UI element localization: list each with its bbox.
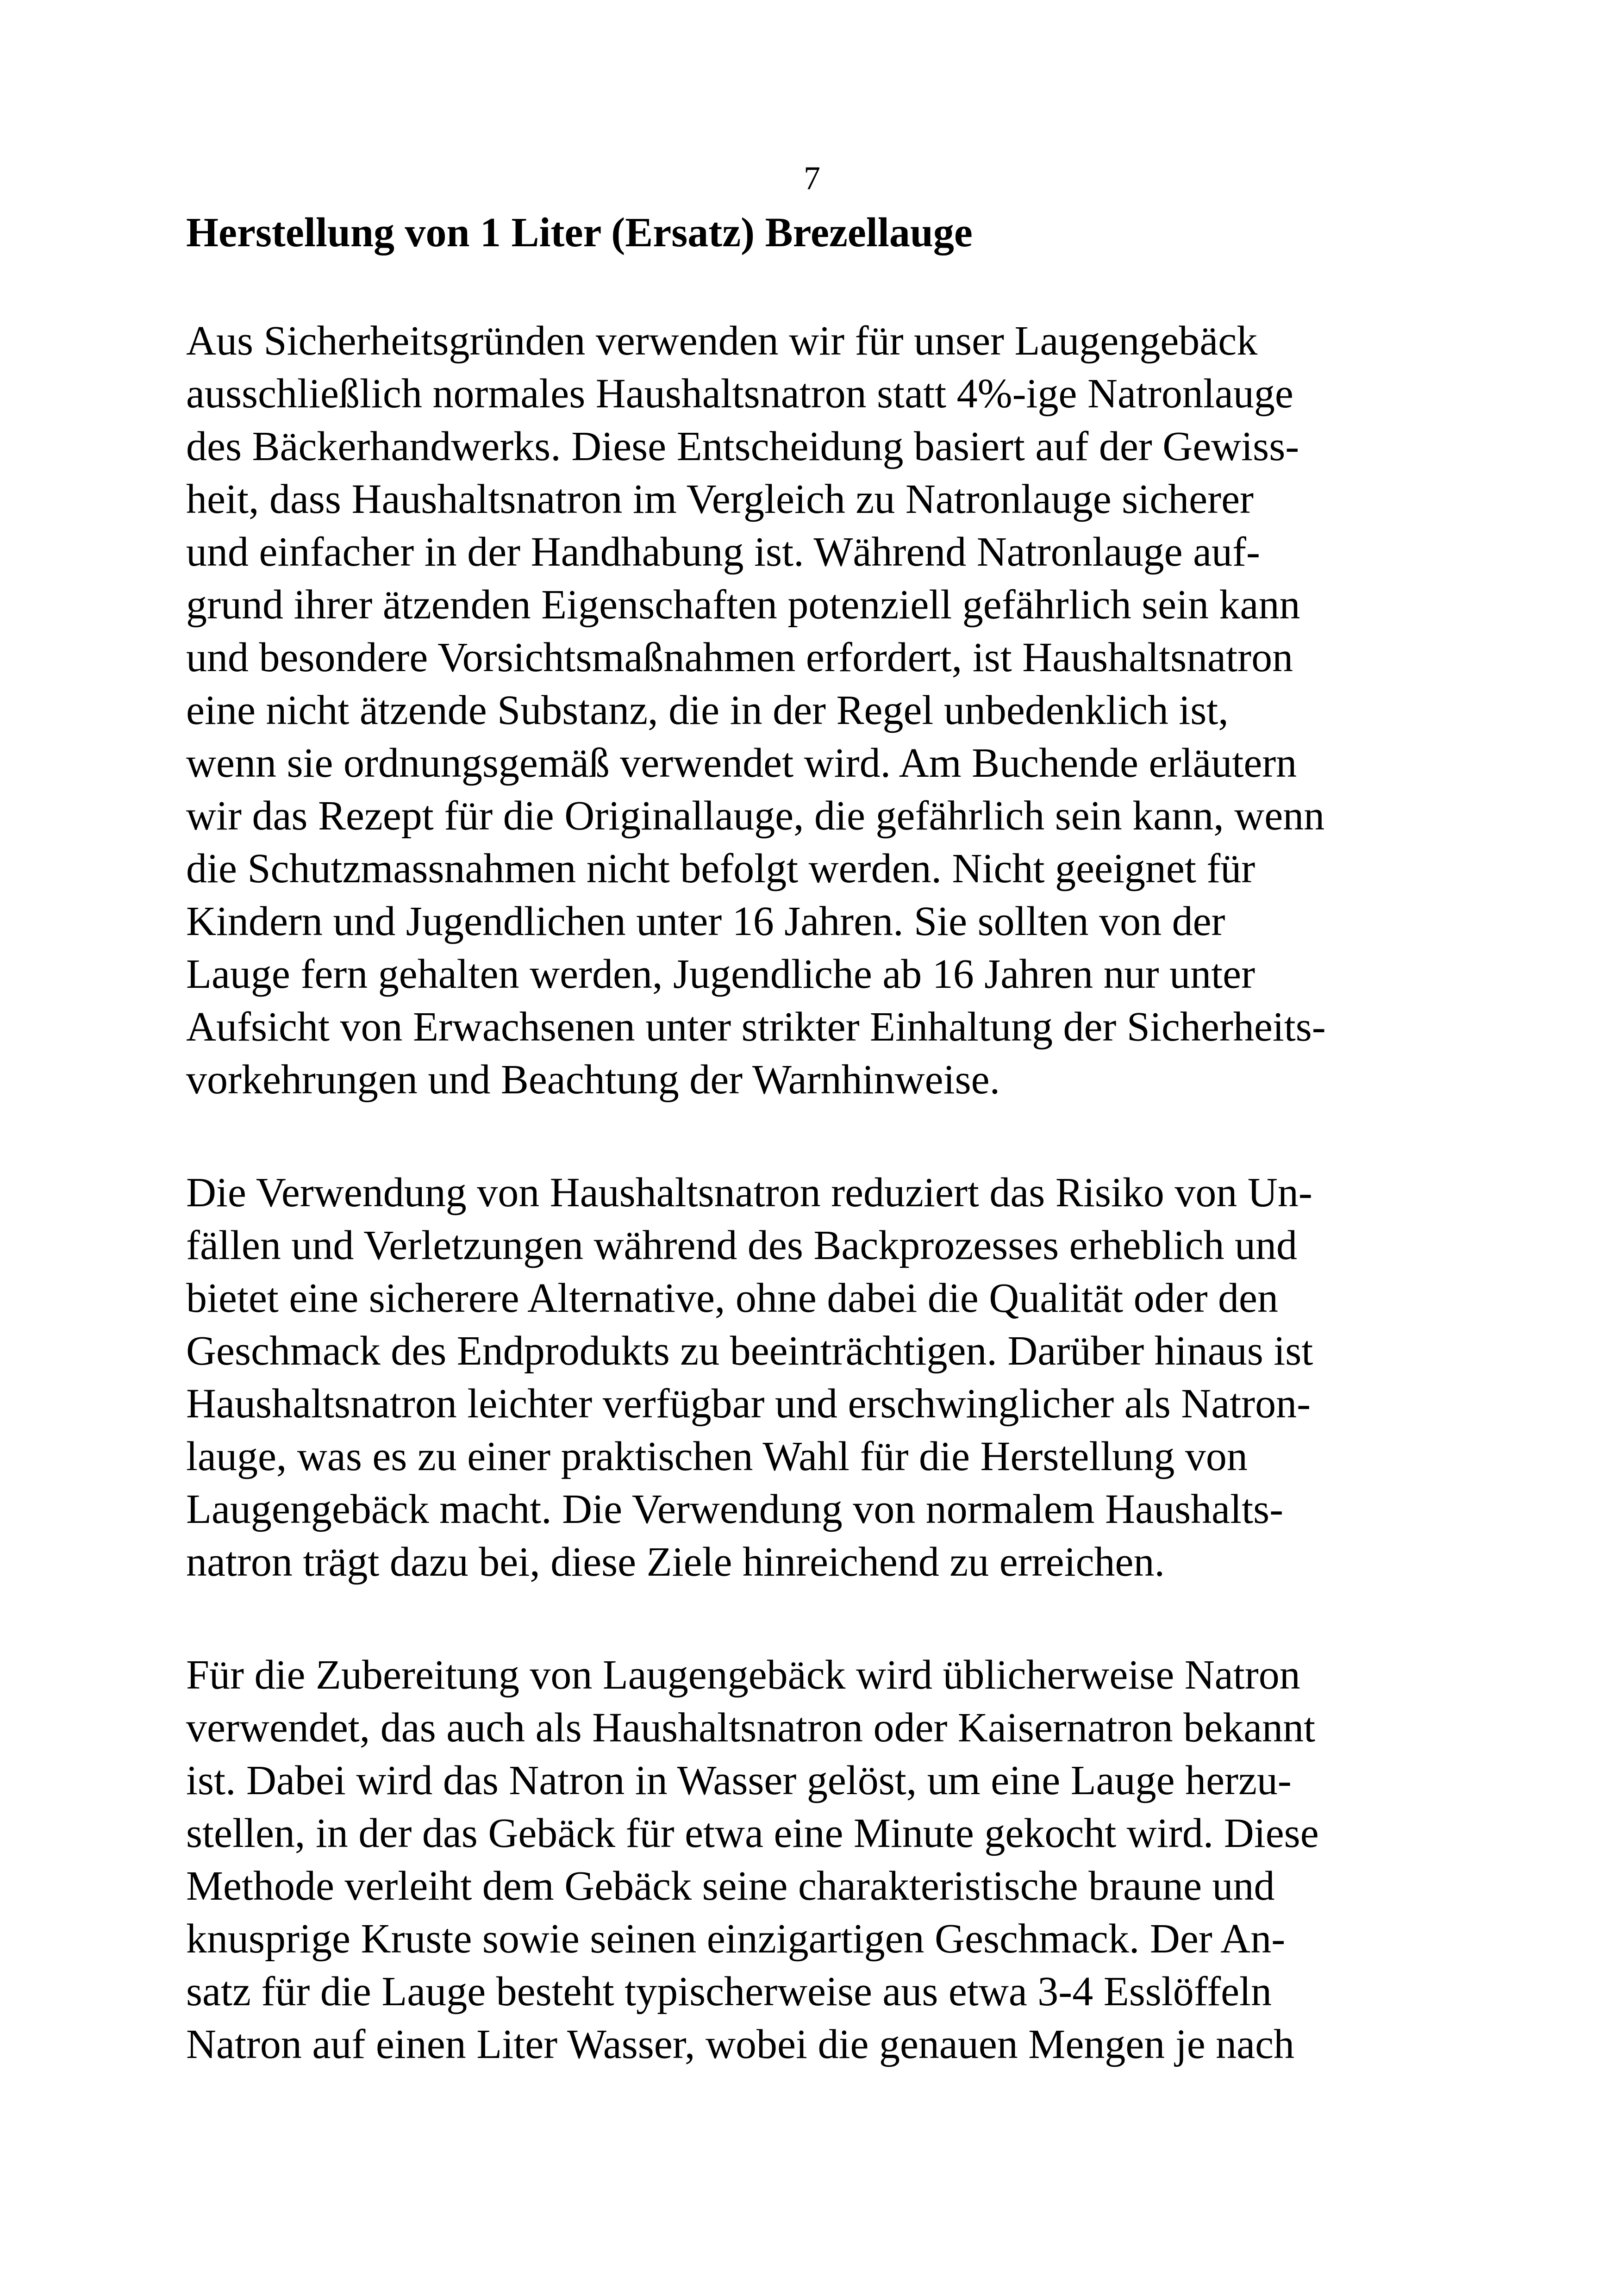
text-line: Für die Zubereitung von Laugengebäck wird üblicherweise Natron: [186, 1652, 1300, 1698]
text-line: bietet eine sicherere Alternative, ohne dabei die Qualität oder den: [186, 1275, 1278, 1321]
text-line: Die Verwendung von Haushaltsnatron reduziert das Risiko von Un-: [186, 1170, 1312, 1216]
text-line: Aus Sicherheitsgründen verwenden wir für unser Laugengebäck: [186, 318, 1258, 364]
text-line: Lauge fern gehalten werden, Jugendliche ab 16 Jahren nur unter: [186, 951, 1255, 997]
text-line: satz für die Lauge besteht typischerweise aus etwa 3-4 Esslöffeln: [186, 1969, 1272, 2014]
paragraph-preparation: [186, 1649, 1319, 2071]
paragraph-safety: [186, 315, 1326, 1106]
text-line: Haushaltsnatron leichter verfügbar und erschwinglicher als Natron-: [186, 1381, 1311, 1427]
text-line: Natron auf einen Liter Wasser, wobei die genauen Mengen je nach: [186, 2021, 1295, 2067]
text-line: wir das Rezept für die Originallauge, die gefährlich sein kann, wenn: [186, 793, 1325, 839]
text-line: stellen, in der das Gebäck für etwa eine Minute gekocht wird. Diese: [186, 1810, 1319, 1856]
text-line: eine nicht ätzende Substanz, die in der Regel unbedenklich ist,: [186, 687, 1229, 733]
text-line: Aufsicht von Erwachsenen unter strikter Einhaltung der Sicherheits-: [186, 1004, 1326, 1050]
text-line: lauge, was es zu einer praktischen Wahl für die Herstellung von: [186, 1434, 1248, 1479]
text-line: die Schutzmassnahmen nicht befolgt werden. Nicht geeignet für: [186, 846, 1255, 892]
text-line: natron trägt dazu bei, diese Ziele hinreichend zu erreichen.: [186, 1539, 1165, 1585]
text-line: und besondere Vorsichtsmaßnahmen erfordert, ist Haushaltsnatron: [186, 635, 1293, 680]
text-line: Methode verleiht dem Gebäck seine charakteristische braune und: [186, 1863, 1275, 1909]
text-line: grund ihrer ätzenden Eigenschaften potenziell gefährlich sein kann: [186, 582, 1300, 628]
text-line: heit, dass Haushaltsnatron im Vergleich zu Natronlauge sicherer: [186, 476, 1254, 522]
text-line: vorkehrungen und Beachtung der Warnhinweise.: [186, 1057, 1000, 1103]
text-line: fällen und Verletzungen während des Backprozesses erheblich und: [186, 1222, 1297, 1268]
text-line: knusprige Kruste sowie seinen einzigartigen Geschmack. Der An-: [186, 1916, 1286, 1962]
text-line: Geschmack des Endprodukts zu beeinträchtigen. Darüber hinaus ist: [186, 1328, 1313, 1374]
text-line: ausschließlich normales Haushaltsnatron statt 4%-ige Natronlauge: [186, 371, 1293, 417]
text-line: Laugengebäck macht. Die Verwendung von normalem Haushalts-: [186, 1486, 1284, 1532]
paragraph-advantages: [186, 1166, 1313, 1589]
page-number: 7: [804, 160, 820, 197]
text-line: ist. Dabei wird das Natron in Wasser gelöst, um eine Lauge herzu-: [186, 1758, 1292, 1803]
text-line: und einfacher in der Handhabung ist. Während Natronlauge auf-: [186, 529, 1260, 575]
text-line: des Bäckerhandwerks. Diese Entscheidung basiert auf der Gewiss-: [186, 424, 1299, 469]
text-line: verwendet, das auch als Haushaltsnatron oder Kaisernatron bekannt: [186, 1705, 1316, 1751]
section-heading: Herstellung von 1 Liter (Ersatz) Brezellauge: [186, 210, 973, 256]
text-line: Kindern und Jugendlichen unter 16 Jahren. Sie sollten von der: [186, 898, 1225, 944]
text-line: wenn sie ordnungsgemäß verwendet wird. Am Buchende erläutern: [186, 740, 1297, 786]
